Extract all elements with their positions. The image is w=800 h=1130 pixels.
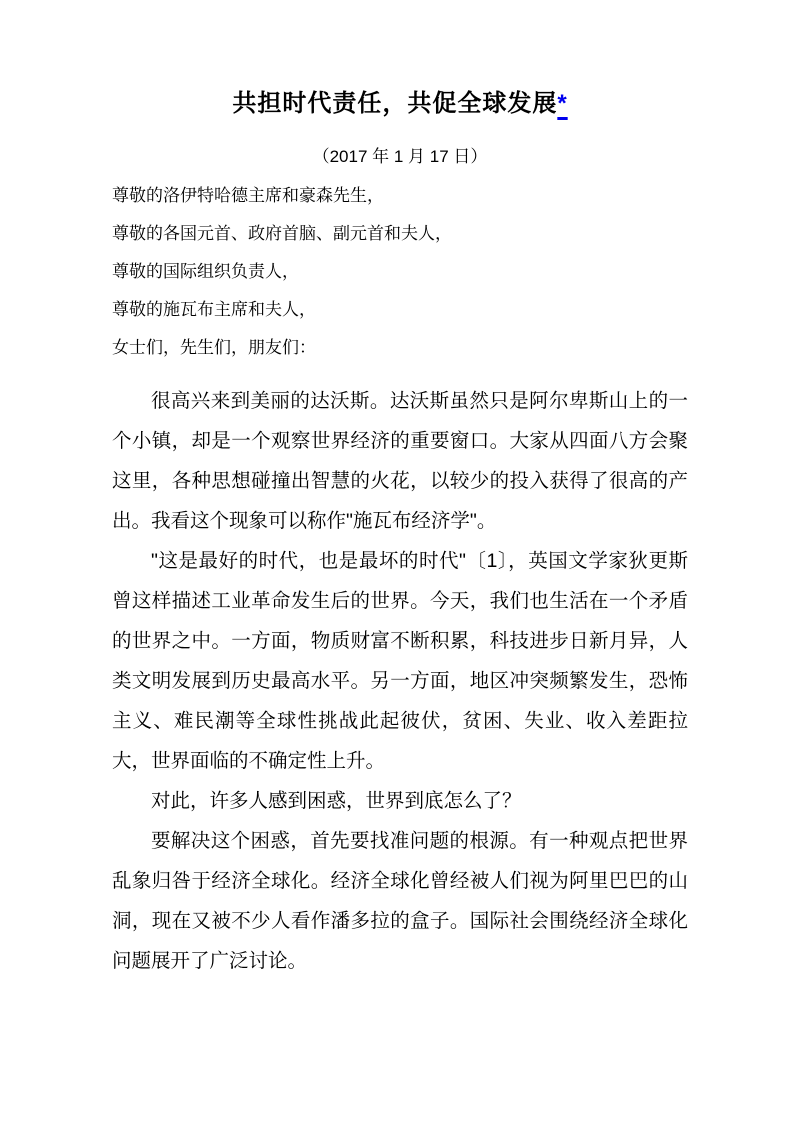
paragraph-line: 主义、难民潮等全球性挑战此起彼伏，贫困、失业、收入差距拉: [112, 710, 688, 732]
paragraph-line: 的世界之中。一方面，物质财富不断积累，科技进步日新月异，人: [112, 630, 688, 652]
paragraph-line: 洞，现在又被不少人看作潘多拉的盒子。国际社会围绕经济全球化: [112, 910, 688, 932]
salutation-line: 尊敬的洛伊特哈德主席和豪森先生，: [112, 186, 384, 205]
paragraph-line: 要解决这个困惑，首先要找准问题的根源。有一种观点把世界: [151, 830, 688, 852]
paragraph-line: 对此，许多人感到困惑，世界到底怎么了？: [151, 790, 522, 812]
paragraph-line: 出。我看这个现象可以称作"施瓦布经济学"。: [112, 510, 497, 532]
paragraph-line: 很高兴来到美丽的达沃斯。达沃斯虽然只是阿尔卑斯山上的一: [151, 390, 688, 412]
document-title-text: 共担时代责任，共促全球发展: [232, 90, 558, 117]
body-paragraph: [112, 541, 688, 781]
paragraph-line: 大，世界面临的不确定性上升。: [112, 750, 386, 772]
salutation-line: 尊敬的施瓦布主席和夫人，: [112, 300, 316, 319]
body-paragraph: [112, 381, 688, 541]
date-line: （2017 年 1 月 17 日）: [312, 147, 488, 166]
salutation-line: 尊敬的国际组织负责人，: [112, 262, 299, 281]
document-body: [112, 381, 688, 981]
salutation-block: [112, 177, 688, 367]
document-title: [112, 86, 688, 122]
salutation-line: 尊敬的各国元首、政府首脑、副元首和夫人，: [112, 224, 452, 243]
paragraph-line: "这是最好的时代，也是最坏的时代"〔1〕，英国文学家狄更斯: [151, 550, 688, 572]
paragraph-line: 乱象归咎于经济全球化。经济全球化曾经被人们视为阿里巴巴的山: [112, 870, 688, 892]
paragraph-line: 曾这样描述工业革命发生后的世界。今天，我们也生活在一个矛盾: [112, 590, 688, 612]
body-paragraph: [112, 821, 688, 981]
paragraph-line: 类文明发展到历史最高水平。另一方面，地区冲突频繁发生，恐怖: [112, 670, 688, 692]
salutation-line: 女士们，先生们，朋友们：: [112, 338, 316, 357]
paragraph-line: 问题展开了广泛讨论。: [112, 950, 308, 972]
paragraph-line: 个小镇，却是一个观察世界经济的重要窗口。大家从四面八方会聚: [112, 430, 688, 452]
document-content: [112, 0, 688, 981]
paragraph-line: 这里，各种思想碰撞出智慧的火花，以较少的投入获得了很高的产: [112, 470, 688, 492]
footnote-asterisk-link[interactable]: *: [557, 90, 568, 117]
body-paragraph: [112, 781, 688, 821]
